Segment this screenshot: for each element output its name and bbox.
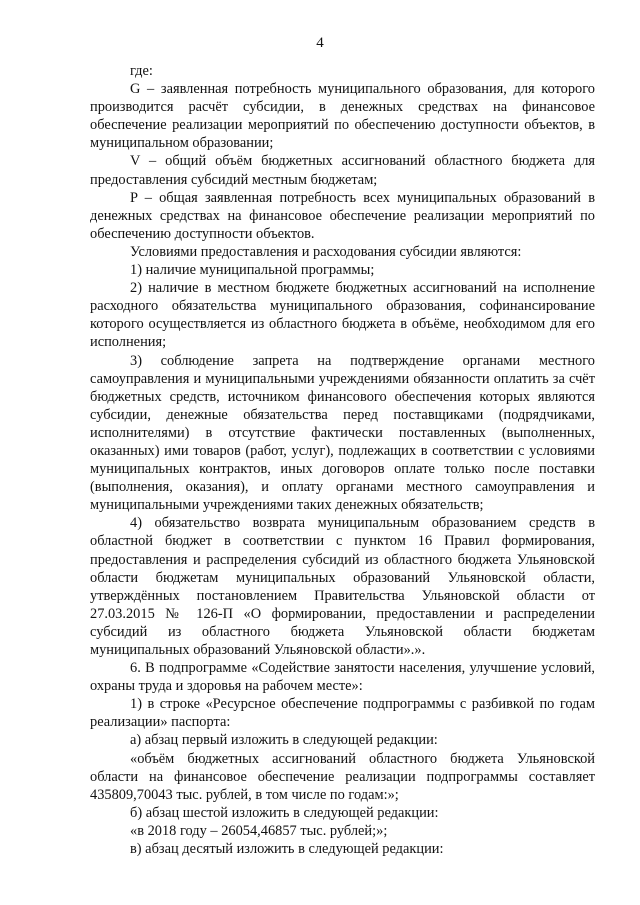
paragraph-v-definition: V – общий объём бюджетных ассигнований областного бюджета для предоставления субсидий местным бюджетам; (90, 153, 595, 188)
paragraph-quote-2018: «в 2018 году – 26054,46857 тыс. рублей;»; (130, 822, 388, 839)
paragraph-quote-volume: «объём бюджетных ассигнований областного бюджета Ульяновской области на финансовое обеспечение реализации подпрограммы составляет 435809,70043 тыс. рублей, в том числе по годам:»; (90, 750, 595, 803)
paragraph-condition-4: 4) обязательство возврата муниципальным образованием средств в областной бюджет в соответствии с пунктом 16 Правил формирования, предоставления и распределения субсидий из областного бюджета Ульяновской области бюджетам муниципальных образований Ульяновской области, утверждённых постановлением Правительства Ульяновской области от 27.03.2015 № 126-П «О формировании, предоставлении и распределении субсидий из областного бюджета Ульяновской области бюджетам муниципальных образований Ульяновской области».». (90, 515, 595, 658)
paragraph-item-6: 6. В подпрограмме «Содействие занятости населения, улучшение условий, охраны труда и здоровья на рабочем месте»: (90, 660, 595, 695)
paragraph-g-definition: G – заявленная потребность муниципального образования, для которого производится расчёт субсидии, в денежных средствах на финансовое обеспечение реализации мероприятий по обеспечению доступности объектов, в муниципальном образовании; (90, 81, 595, 152)
document-body (90, 62, 595, 858)
paragraph-p-definition: P – общая заявленная потребность всех муниципальных образований в денежных средствах на финансовое обеспечение реализации мероприятий по обеспечению доступности объектов. (90, 189, 595, 242)
page-number: 4 (316, 35, 324, 51)
paragraph-condition-2: 2) наличие в местном бюджете бюджетных ассигнований на исполнение расходного обязательства муниципального образования, софинансирование которого осуществляется из областного бюджета в объёме, необходимом для его исполнения; (90, 280, 595, 351)
paragraph-condition-3: 3) соблюдение запрета на подтверждение органами местного самоуправления и муниципальными учреждениями обязанности оплатить за счёт бюджетных средств, источником финансового обеспечения которых являются субсидии, денежные обязательства перед поставщиками (подрядчиками, исполнителями) в отсутствие фактически поставленных (выполненных, оказанных) ими товаров (работ, услуг), подлежащих в соответствии с условиями муниципальных контрактов, иных договоров оплате только после поставки (выполнения, оказания), и оплату органами местного самоуправления и муниципальными учреждениями таких денежных обязательств; (90, 352, 595, 514)
paragraph-subitem-b: б) абзац шестой изложить в следующей редакции: (130, 804, 439, 821)
paragraph-subitem-1: 1) в строке «Ресурсное обеспечение подпрограммы с разбивкой по годам реализации» паспорта: (90, 696, 595, 731)
paragraph-subitem-v: в) абзац десятый изложить в следующей редакции: (130, 841, 444, 858)
paragraph-subitem-a: а) абзац первый изложить в следующей редакции: (130, 732, 438, 749)
paragraph-where: где: (130, 63, 153, 79)
paragraph-condition-1: 1) наличие муниципальной программы; (130, 262, 375, 279)
paragraph-conditions-heading: Условиями предоставления и расходования субсидии являются: (130, 243, 522, 260)
